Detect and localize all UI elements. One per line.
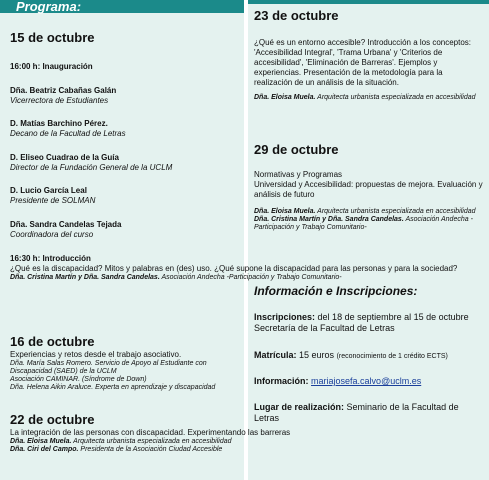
- right-header-bar: [248, 0, 489, 4]
- speaker-2: D. Matías Barchino Pérez. Decano de la Facultad de Letras: [10, 119, 126, 138]
- speaker-4: D. Lucio García Leal Presidente de SOLMAN: [10, 186, 96, 205]
- speaker-5: Dña. Sandra Candelas Tejada Coordinadora del curso: [10, 220, 122, 239]
- speaker-3: D. Eliseo Cuadrao de la Guía Director de la Fundación General de la UCLM: [10, 153, 173, 172]
- day-16-block: Experiencias y retos desde el trabajo asociativo. Dña. María Salas Romero. Servicio de Apoyo al Estudiante con Discapacidad (SAED) de la UCLM Asociación CAMINAR. (Síndrome de Down) Dña. Helena Aikin Araluce. Experta en aprendizaje y discapacidad: [10, 350, 216, 391]
- day-22-title: 22 de octubre: [10, 412, 95, 427]
- inauguration-time: 16:00 h: Inauguración: [10, 62, 93, 71]
- introduction-block: 16:30 h: Introducción ¿Qué es la discapacidad? Mitos y palabras en (des) uso. ¿Qué supone la discapacidad para las personas y para la sociedad? Dña. Cristina Martín y Dña. Sandra Candelas. Asociación Andecha -Participación y Trabajo Comunitario-: [10, 254, 458, 281]
- day-29-block: Normativas y Programas Universidad y Accesibilidad: propuestas de mejora. Evaluación y análisis de futuro Dña. Eloisa Muela. Arquitecta urbanista especializada en accesibilidad Dña. Cristina Martín y Dña. Sandra Candelas. Asociación Andecha -Participación y Trabajo Comunitario-: [254, 170, 483, 231]
- day-16-title: 16 de octubre: [10, 334, 95, 349]
- day-23-title: 23 de octubre: [254, 8, 339, 23]
- left-column: [0, 0, 244, 480]
- info-title: Información e Inscripciones:: [254, 284, 418, 298]
- speaker-1: Dña. Beatriz Cabañas Galán Vicerrectora de Estudiantes: [10, 86, 117, 105]
- day-15-title: 15 de octubre: [10, 30, 95, 45]
- matricula-block: Matrícula: 15 euros (reconocimiento de 1 crédito ECTS): [254, 350, 448, 360]
- day-22-block: La integración de las personas con discapacidad. Experimentando las barreras Dña. Eloisa Muela. Arquitecta urbanista especializada en accesibilidad Dña. Ciri del Campo. Presidenta de la Asociación Ciudad Accesible: [10, 428, 291, 453]
- inscriptions-block: Inscripciones: del 18 de septiembre al 15 de octubre Secretaría de la Facultad de Letras: [254, 312, 469, 333]
- information-block: Información: mariajosefa.calvo@uclm.es: [254, 376, 422, 386]
- program-title: Programa:: [16, 0, 82, 14]
- day-23-block: ¿Qué es un entorno accesible? Introducción a los conceptos: 'Accesibilidad Integral', 'Trama Urbana' y 'Criterios de accesibilidad', 'Eliminación de Barreras'. Ejemplos y experiencias. Presentación de la metodología para la realización de un análisis de la situación. Dña. Eloisa Muela. Arquitecta urbanista especializada en accesibilidad: [254, 38, 476, 101]
- location-block: Lugar de realización: Seminario de la Facultad de Letras: [254, 402, 459, 423]
- email-link[interactable]: mariajosefa.calvo@uclm.es: [311, 376, 422, 386]
- day-29-title: 29 de octubre: [254, 142, 339, 157]
